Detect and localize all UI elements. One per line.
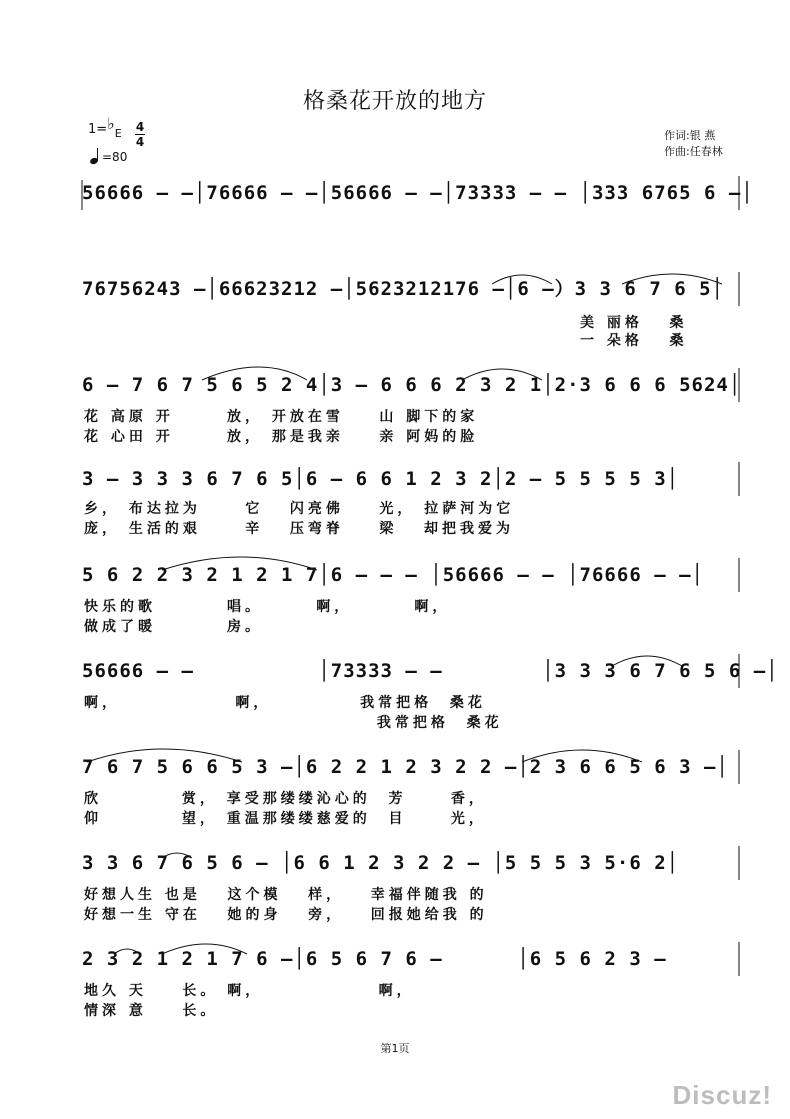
system-4-lyric-2: 庞， 生活的艰 辛 压弯脊 梁 却把我爱为 bbox=[84, 521, 514, 537]
system-2-lyric-1: 美 丽格 桑 bbox=[580, 315, 688, 331]
system-5-lyric-2: 做成了暖 房。 bbox=[84, 619, 263, 635]
system-9-lyric-1: 地久 天 长。 啊， 啊， bbox=[84, 983, 415, 999]
system-2-lyric-2: 一 朵格 桑 bbox=[580, 333, 688, 349]
system-8-lyric-1: 好想人生 也是 这个模 样， 幸福伴随我 的 bbox=[84, 887, 488, 903]
credits bbox=[664, 128, 723, 160]
system-8-notes: 3 3 6 7 6 5 6 – │6 6 1 2 3 2 2 – │5 5 5 3 5·6 2│ bbox=[82, 852, 680, 874]
system-8-lyric-2: 好想一生 守在 她的身 旁， 回报她给我 的 bbox=[84, 907, 488, 923]
composer: 作曲:任春林 bbox=[664, 145, 723, 158]
system-7-lyric-2: 仰 望， 重温那缕缕慈爱的 目 光， bbox=[84, 811, 487, 827]
system-4 bbox=[82, 462, 742, 537]
page-number: 第1页 bbox=[380, 1042, 410, 1055]
system-2 bbox=[82, 272, 742, 349]
key-prefix: 1= bbox=[88, 122, 108, 137]
system-5-lyric-1: 快乐的歌 唱。 啊， 啊， bbox=[84, 599, 451, 615]
key-note: E bbox=[114, 127, 122, 140]
system-3-lyric-2: 花 心田 开 放， 那是我亲 亲 阿妈的脸 bbox=[84, 429, 479, 445]
tempo-value: =80 bbox=[102, 150, 128, 164]
system-6-notes: 56666 – – │73333 – – │3 3 3 6 7 6 5 6 –│ bbox=[82, 660, 779, 682]
system-2-notes: 76756243 –│66623212 –│5623212176 –│6 –）3 3 6 7 6 5│ bbox=[82, 278, 724, 300]
key-signature bbox=[88, 114, 122, 140]
system-5-notes: 5 6 2 2 3 2 1 2 1 7│6 – – – │56666 – – │76666 – –│ bbox=[82, 564, 704, 586]
quarter-note-icon bbox=[90, 148, 100, 164]
system-6 bbox=[82, 654, 779, 731]
system-6-lyric-1: 啊， 啊， 我常把格 桑花 bbox=[84, 695, 486, 711]
system-3-notes: 6 – 7 6 7 5 6 5 2 4│3 – 6 6 6 2 3 2 1│2·3 6 6 6 5624│ bbox=[82, 374, 742, 396]
time-signature-bottom: 4 bbox=[135, 135, 145, 149]
system-7-notes: 7 6 7 5 6 6 5 3 –│6 2 2 1 2 3 2 2 –│2 3 6 6 5 6 3 –│ bbox=[82, 756, 729, 778]
song-title: 格桑花开放的地方 bbox=[302, 89, 487, 114]
system-9-lyric-2: 情深 意 长。 bbox=[84, 1003, 219, 1019]
system-8 bbox=[82, 846, 742, 923]
system-9-notes: 2 3 2 1 2 1 7 6 –│6 5 6 7 6 – │6 5 6 2 3 – bbox=[82, 948, 667, 970]
lyricist: 作词:银 燕 bbox=[664, 129, 716, 142]
system-4-notes: 3 – 3 3 3 6 7 6 5│6 – 6 6 1 2 3 2│2 – 5 5 5 5 3│ bbox=[82, 468, 680, 490]
system-3 bbox=[82, 368, 742, 445]
system-5 bbox=[82, 558, 742, 635]
system-4-lyric-1: 乡， 布达拉为 它 闪亮佛 光， 拉萨河为它 bbox=[84, 501, 515, 517]
system-1-notes: 56666 – –│76666 – –│56666 – –│73333 – – │333 6765 6 –│ bbox=[82, 182, 754, 204]
time-signature bbox=[135, 120, 145, 149]
system-3-lyric-1: 花 高原 开 放， 开放在雪 山 脚下的家 bbox=[84, 409, 479, 425]
tempo-marking bbox=[90, 148, 127, 164]
system-7 bbox=[82, 750, 742, 827]
watermark-logo: Discuz! bbox=[672, 1080, 772, 1110]
system-6-lyric-2: 我常把格 桑花 bbox=[84, 715, 503, 731]
time-signature-top: 4 bbox=[135, 120, 145, 134]
flat-symbol: ♭ bbox=[107, 114, 115, 133]
system-9 bbox=[82, 942, 742, 1019]
system-1 bbox=[82, 176, 754, 210]
system-7-lyric-1: 欣 赏， 享受那缕缕沁心的 芳 香， bbox=[84, 791, 487, 807]
